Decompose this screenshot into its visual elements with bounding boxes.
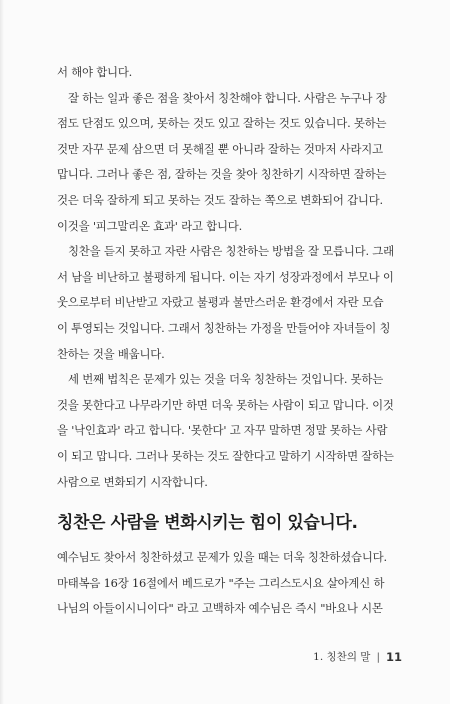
section-line: 마태복음 16장 16절에서 베드로가 "주는 그리스도시요 살아계신 하 <box>57 575 385 590</box>
body-line: 것을 못한다고 나무라기만 하면 더욱 못하는 사람이 되고 맙니다. 이것 <box>57 397 394 412</box>
body-line: 찬하는 것을 배웁니다. <box>57 346 165 361</box>
body-line: 세 번째 법칙은 문제가 있는 것을 더욱 칭찬하는 것입니다. 못하는 <box>68 372 384 387</box>
section-heading: 칭찬은 사람을 변화시키는 힘이 있습니다. <box>57 513 358 533</box>
body-line: 사람으로 변화되기 시작합니다. <box>57 474 208 489</box>
page-binding-edge <box>0 0 4 704</box>
page-footer <box>313 649 402 664</box>
footer-separator: | <box>376 650 380 663</box>
body-line: 을 '낙인효과' 라고 합니다. '못한다' 고 자꾸 말하면 정말 못하는 사람 <box>57 423 388 438</box>
body-line: 것만 자꾸 문제 삼으면 더 못해질 뿐 아니라 잘하는 것마저 사라지고 <box>57 141 383 156</box>
page-number: 11 <box>385 649 402 664</box>
body-line: 것은 더욱 잘하게 되고 못하는 것도 잘하는 쪽으로 변화되어 갑니다. <box>57 192 383 207</box>
body-line: 칭찬을 듣지 못하고 자란 사람은 칭찬하는 방법을 잘 모릅니다. 그래 <box>68 244 394 259</box>
body-text <box>57 60 406 495</box>
body-line: 서 남을 비난하고 불평하게 됩니다. 이는 자기 성장과정에서 부모나 이 <box>57 269 394 284</box>
body-line: 맙니다. 그러나 좋은 점, 잘하는 것을 찾아 칭찬하기 시작하면 잘하는 <box>57 167 387 182</box>
chapter-title: 1. 칭찬의 말 <box>313 651 371 663</box>
section-line: 나님의 아들이시니이다" 라고 고백하자 예수님은 즉시 "바요나 시몬 <box>57 601 383 616</box>
body-line: 잘 하는 일과 좋은 점을 찾아서 칭찬해야 합니다. 사람은 누구나 장 <box>68 90 387 105</box>
body-line: 이 투영되는 것입니다. 그래서 칭찬하는 가정을 만들어야 자녀들이 칭 <box>57 320 391 335</box>
section-text <box>57 545 406 622</box>
body-line: 이것을 '피그말리온 효과' 라고 합니다. <box>57 218 243 233</box>
body-line: 점도 단점도 있으며, 못하는 것도 있고 잘하는 것도 있습니다. 못하는 <box>57 116 387 131</box>
body-line: 서 해야 합니다. <box>57 65 133 79</box>
body-line: 웃으로부터 비난받고 자랐고 불평과 불만스러운 환경에서 자란 모습 <box>57 295 384 310</box>
section-line: 예수님도 찾아서 칭찬하셨고 문제가 있을 때는 더욱 칭찬하셨습니다. <box>57 550 387 564</box>
body-line: 이 되고 맙니다. 그러나 못하는 것도 잘한다고 말하기 시작하면 잘하는 <box>57 448 394 463</box>
